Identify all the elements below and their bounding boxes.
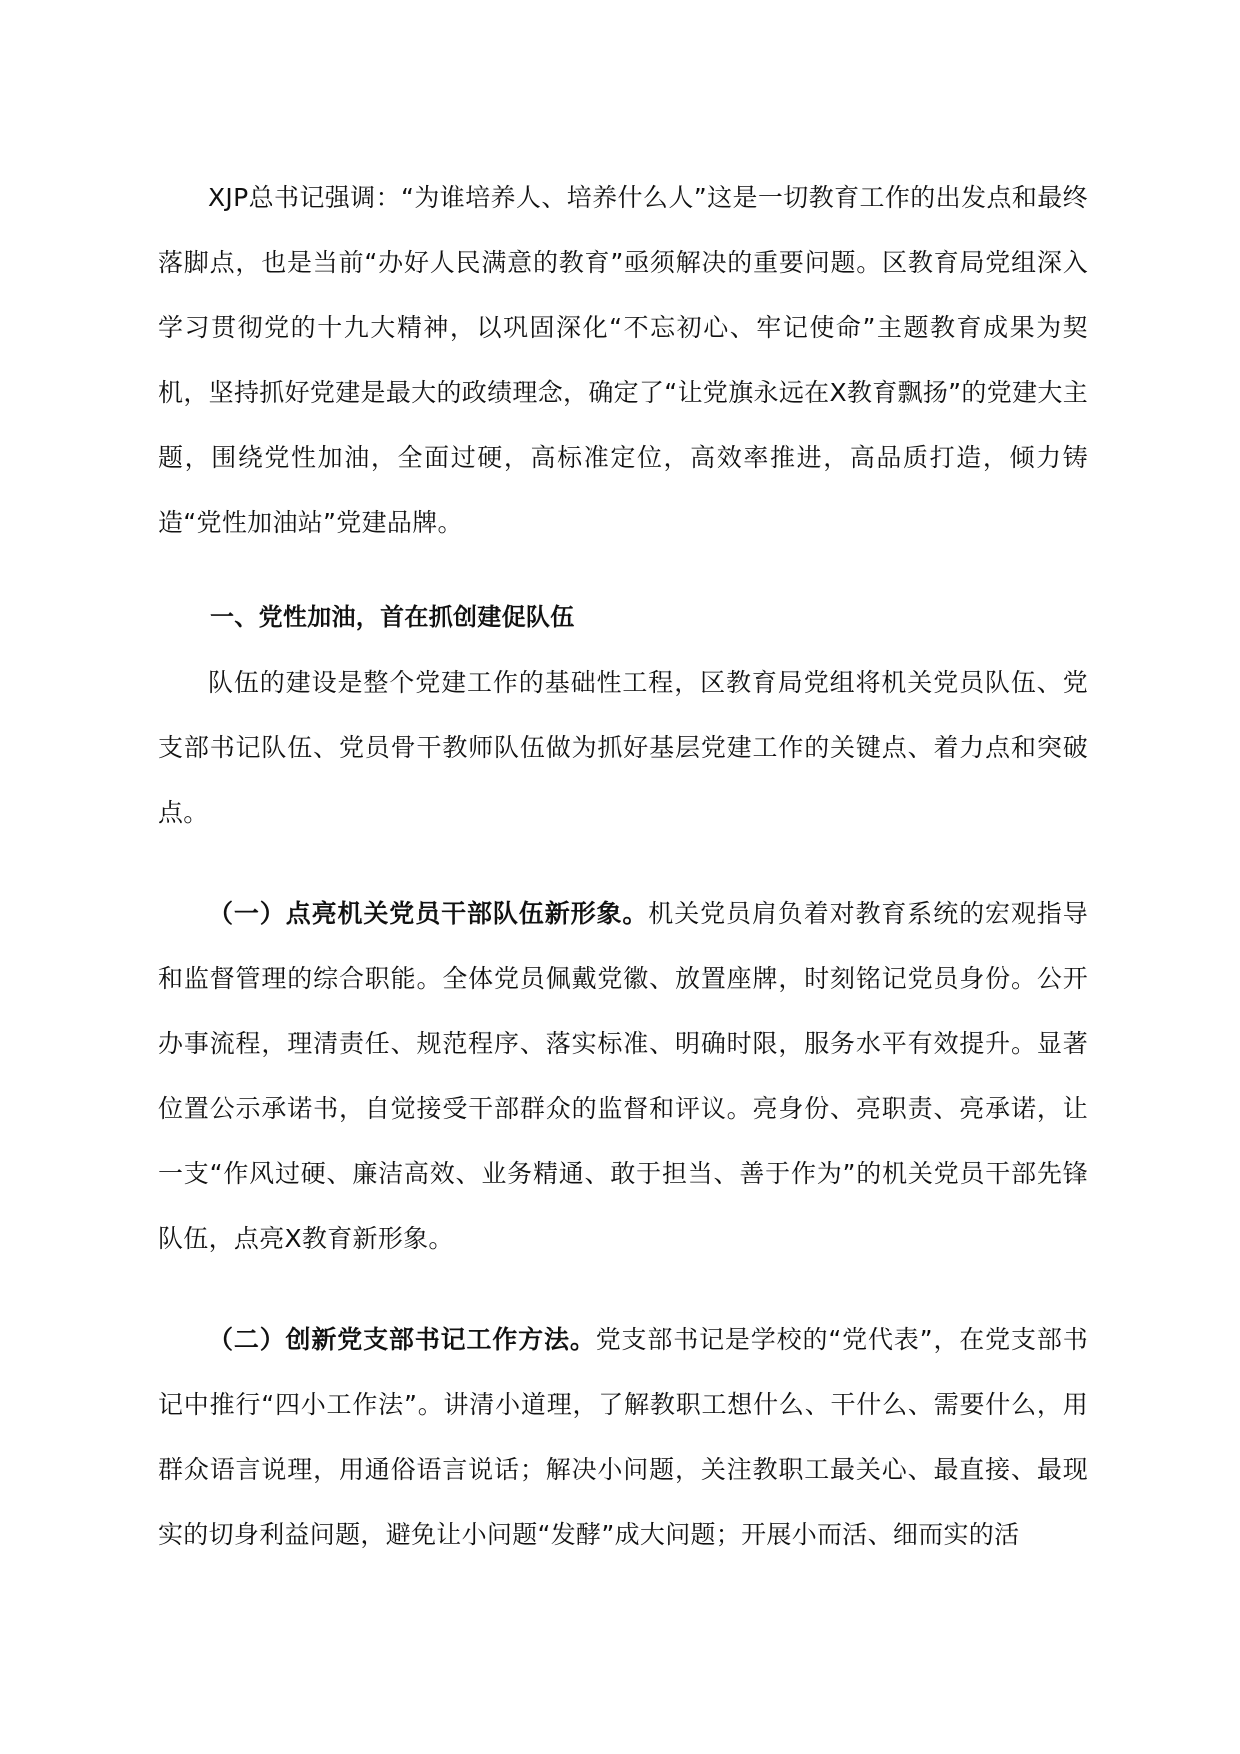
section-paragraph: 队伍的建设是整个党建工作的基础性工程，区教育局党组将机关党员队伍、党支部书记队伍、党员骨干教师队伍做为抓好基层党建工作的关键点、着力点和突破点。 <box>158 668 1088 827</box>
item-1-body: 机关党员肩负着对教育系统的宏观指导和监督管理的综合职能。全体党员佩戴党徽、放置座牌，时刻铭记党员身份。公开办事流程，理清责任、规范程序、落实标准、明确时限，服务水平有效提升。显著位置公示承诺书，自觉接受干部群众的监督和评议。亮身份、亮职责、亮承诺，让一支“作风过硬、廉洁高效、业务精通、敢于担当、善于作为”的机关党员干部先锋队伍，点亮X教育新形象。 <box>158 899 1088 1253</box>
item-2-lead: （二）创新党支部书记工作方法。 <box>208 1325 596 1354</box>
item-1-paragraph <box>158 881 1088 1271</box>
intro-paragraph: XJP总书记强调：“为谁培养人、培养什么人”这是一切教育工作的出发点和最终落脚点，也是当前“办好人民满意的教育”亟须解决的重要问题。区教育局党组深入学习贯彻党的十九大精神，以巩固深化“不忘初心、牢记使命”主题教育成果为契机，坚持抓好党建是最大的政绩理念，确定了“让党旗永远在X教育飘扬”的党建大主题，围绕党性加油，全面过硬，高标准定位，高效率推进，高品质打造，倾力铸造“党性加油站”党建品牌。 <box>158 183 1088 537</box>
document-page <box>158 165 1088 1567</box>
section-heading: 一、党性加油，首在抓创建促队伍 <box>210 603 575 631</box>
item-2-paragraph <box>158 1307 1088 1567</box>
item-1-lead: （一）点亮机关党员干部队伍新形象。 <box>208 899 649 928</box>
item-2-body: 党支部书记是学校的“党代表”，在党支部书记中推行“四小工作法”。讲清小道理，了解教职工想什么、干什么、需要什么，用群众语言说理，用通俗语言说话；解决小问题，关注教职工最关心、最直接、最现实的切身利益问题，避免让小问题“发酵”成大问题；开展小而活、细而实的活 <box>158 1325 1088 1549</box>
